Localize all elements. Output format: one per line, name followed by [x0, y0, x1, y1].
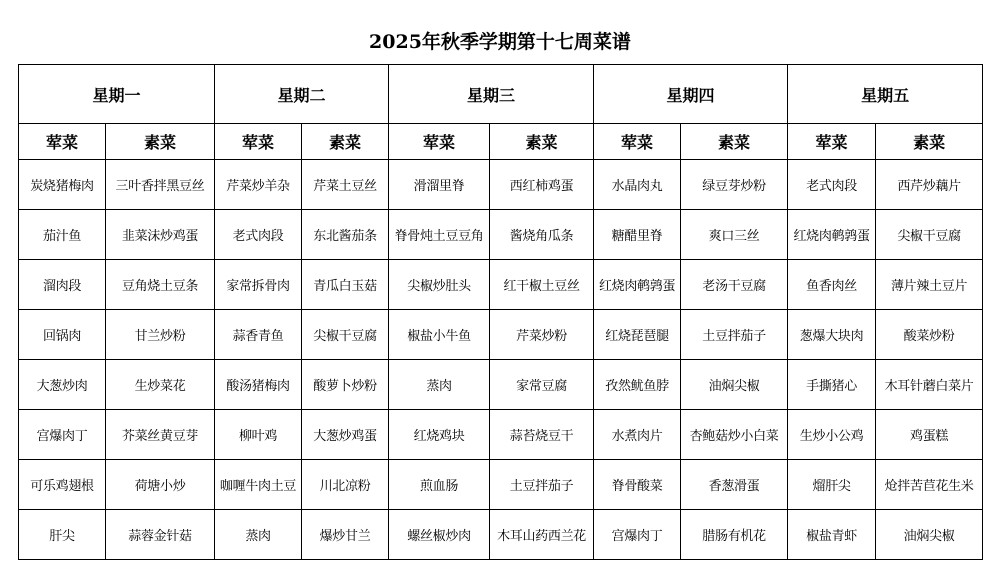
meat-dish-cell: 椒盐小牛鱼: [389, 310, 490, 360]
veg-dish-cell: 豆角烧土豆条: [106, 260, 215, 310]
veg-dish-cell: 蒜苔烧豆干: [490, 410, 594, 460]
meat-dish-cell: 熘肝尖: [788, 460, 876, 510]
day-header-tuesday: 星期二: [215, 65, 389, 124]
table-row: [19, 510, 983, 560]
veg-dish-cell: 家常豆腐: [490, 360, 594, 410]
meat-dish-cell: 蒸肉: [215, 510, 302, 560]
type-header-veg: 素菜: [302, 124, 389, 160]
meat-dish-cell: 葱爆大块肉: [788, 310, 876, 360]
table-row: [19, 210, 983, 260]
veg-dish-cell: 香葱滑蛋: [681, 460, 788, 510]
veg-dish-cell: 芹菜炒粉: [490, 310, 594, 360]
meat-dish-cell: 糖醋里脊: [594, 210, 681, 260]
meat-dish-cell: 炭烧猪梅肉: [19, 160, 106, 210]
type-header-veg: 素菜: [106, 124, 215, 160]
veg-dish-cell: 木耳山药西兰花: [490, 510, 594, 560]
type-header-veg: 素菜: [876, 124, 983, 160]
meat-dish-cell: 红烧肉鹌鹑蛋: [788, 210, 876, 260]
type-header-meat: 荤菜: [594, 124, 681, 160]
meat-dish-cell: 肝尖: [19, 510, 106, 560]
meat-dish-cell: 椒盐青虾: [788, 510, 876, 560]
veg-dish-cell: 青瓜白玉菇: [302, 260, 389, 310]
veg-dish-cell: 酸萝卜炒粉: [302, 360, 389, 410]
veg-dish-cell: 油焖尖椒: [681, 360, 788, 410]
dish-type-row: [19, 124, 983, 160]
meat-dish-cell: 咖喱牛肉土豆: [215, 460, 302, 510]
veg-dish-cell: 爽口三丝: [681, 210, 788, 260]
day-header-monday: 星期一: [19, 65, 215, 124]
meat-dish-cell: 蒜香青鱼: [215, 310, 302, 360]
meat-dish-cell: 柳叶鸡: [215, 410, 302, 460]
veg-dish-cell: 芹菜土豆丝: [302, 160, 389, 210]
veg-dish-cell: 大葱炒鸡蛋: [302, 410, 389, 460]
meat-dish-cell: 酸汤猪梅肉: [215, 360, 302, 410]
day-header-friday: 星期五: [788, 65, 983, 124]
table-row: [19, 310, 983, 360]
meat-dish-cell: 茄汁鱼: [19, 210, 106, 260]
veg-dish-cell: 鸡蛋糕: [876, 410, 983, 460]
table-row: [19, 360, 983, 410]
veg-dish-cell: 芥菜丝黄豆芽: [106, 410, 215, 460]
page-title: 2025年秋季学期第十七周菜谱: [369, 31, 631, 53]
meat-dish-cell: 回锅肉: [19, 310, 106, 360]
meat-dish-cell: 老式肉段: [215, 210, 302, 260]
veg-dish-cell: 木耳针蘑白菜片: [876, 360, 983, 410]
meat-dish-cell: 脊骨炖土豆豆角: [389, 210, 490, 260]
meat-dish-cell: 宫爆肉丁: [19, 410, 106, 460]
meat-dish-cell: 水煮肉片: [594, 410, 681, 460]
veg-dish-cell: 爆炒甘兰: [302, 510, 389, 560]
meat-dish-cell: 老式肉段: [788, 160, 876, 210]
meat-dish-cell: 大葱炒肉: [19, 360, 106, 410]
menu-table: [18, 64, 983, 560]
day-header-wednesday: 星期三: [389, 65, 594, 124]
type-header-meat: 荤菜: [19, 124, 106, 160]
meat-dish-cell: 脊骨酸菜: [594, 460, 681, 510]
meat-dish-cell: 溜肉段: [19, 260, 106, 310]
day-header-row: [19, 65, 983, 124]
veg-dish-cell: 生炒菜花: [106, 360, 215, 410]
meat-dish-cell: 家常拆骨肉: [215, 260, 302, 310]
meat-dish-cell: 鱼香肉丝: [788, 260, 876, 310]
meat-dish-cell: 红烧琵琶腿: [594, 310, 681, 360]
veg-dish-cell: 杏鲍菇炒小白菜: [681, 410, 788, 460]
meat-dish-cell: 芹菜炒羊杂: [215, 160, 302, 210]
veg-dish-cell: 绿豆芽炒粉: [681, 160, 788, 210]
meat-dish-cell: 煎血肠: [389, 460, 490, 510]
veg-dish-cell: 老汤干豆腐: [681, 260, 788, 310]
type-header-veg: 素菜: [681, 124, 788, 160]
meat-dish-cell: 生炒小公鸡: [788, 410, 876, 460]
meat-dish-cell: 可乐鸡翅根: [19, 460, 106, 510]
table-row: [19, 260, 983, 310]
veg-dish-cell: 炝拌苦苣花生米: [876, 460, 983, 510]
veg-dish-cell: 腊肠有机花: [681, 510, 788, 560]
veg-dish-cell: 韭菜沫炒鸡蛋: [106, 210, 215, 260]
type-header-meat: 荤菜: [215, 124, 302, 160]
veg-dish-cell: 酱烧角瓜条: [490, 210, 594, 260]
veg-dish-cell: 西芹炒藕片: [876, 160, 983, 210]
meat-dish-cell: 螺丝椒炒肉: [389, 510, 490, 560]
meat-dish-cell: 手撕猪心: [788, 360, 876, 410]
veg-dish-cell: 尖椒干豆腐: [302, 310, 389, 360]
veg-dish-cell: 油焖尖椒: [876, 510, 983, 560]
meat-dish-cell: 宫爆肉丁: [594, 510, 681, 560]
table-row: [19, 160, 983, 210]
veg-dish-cell: 红干椒土豆丝: [490, 260, 594, 310]
veg-dish-cell: 薄片辣土豆片: [876, 260, 983, 310]
table-row: [19, 460, 983, 510]
meat-dish-cell: 蒸肉: [389, 360, 490, 410]
veg-dish-cell: 东北酱茄条: [302, 210, 389, 260]
veg-dish-cell: 荷塘小炒: [106, 460, 215, 510]
meat-dish-cell: 红烧鸡块: [389, 410, 490, 460]
type-header-meat: 荤菜: [389, 124, 490, 160]
meat-dish-cell: 水晶肉丸: [594, 160, 681, 210]
meat-dish-cell: 尖椒炒肚头: [389, 260, 490, 310]
type-header-veg: 素菜: [490, 124, 594, 160]
veg-dish-cell: 川北凉粉: [302, 460, 389, 510]
day-header-thursday: 星期四: [594, 65, 788, 124]
veg-dish-cell: 酸菜炒粉: [876, 310, 983, 360]
veg-dish-cell: 西红柿鸡蛋: [490, 160, 594, 210]
veg-dish-cell: 土豆拌茄子: [490, 460, 594, 510]
type-header-meat: 荤菜: [788, 124, 876, 160]
meat-dish-cell: 滑溜里脊: [389, 160, 490, 210]
veg-dish-cell: 土豆拌茄子: [681, 310, 788, 360]
meat-dish-cell: 孜然鱿鱼脖: [594, 360, 681, 410]
veg-dish-cell: 甘兰炒粉: [106, 310, 215, 360]
veg-dish-cell: 三叶香拌黑豆丝: [106, 160, 215, 210]
meat-dish-cell: 红烧肉鹌鹑蛋: [594, 260, 681, 310]
table-row: [19, 410, 983, 460]
veg-dish-cell: 蒜蓉金针菇: [106, 510, 215, 560]
veg-dish-cell: 尖椒干豆腐: [876, 210, 983, 260]
